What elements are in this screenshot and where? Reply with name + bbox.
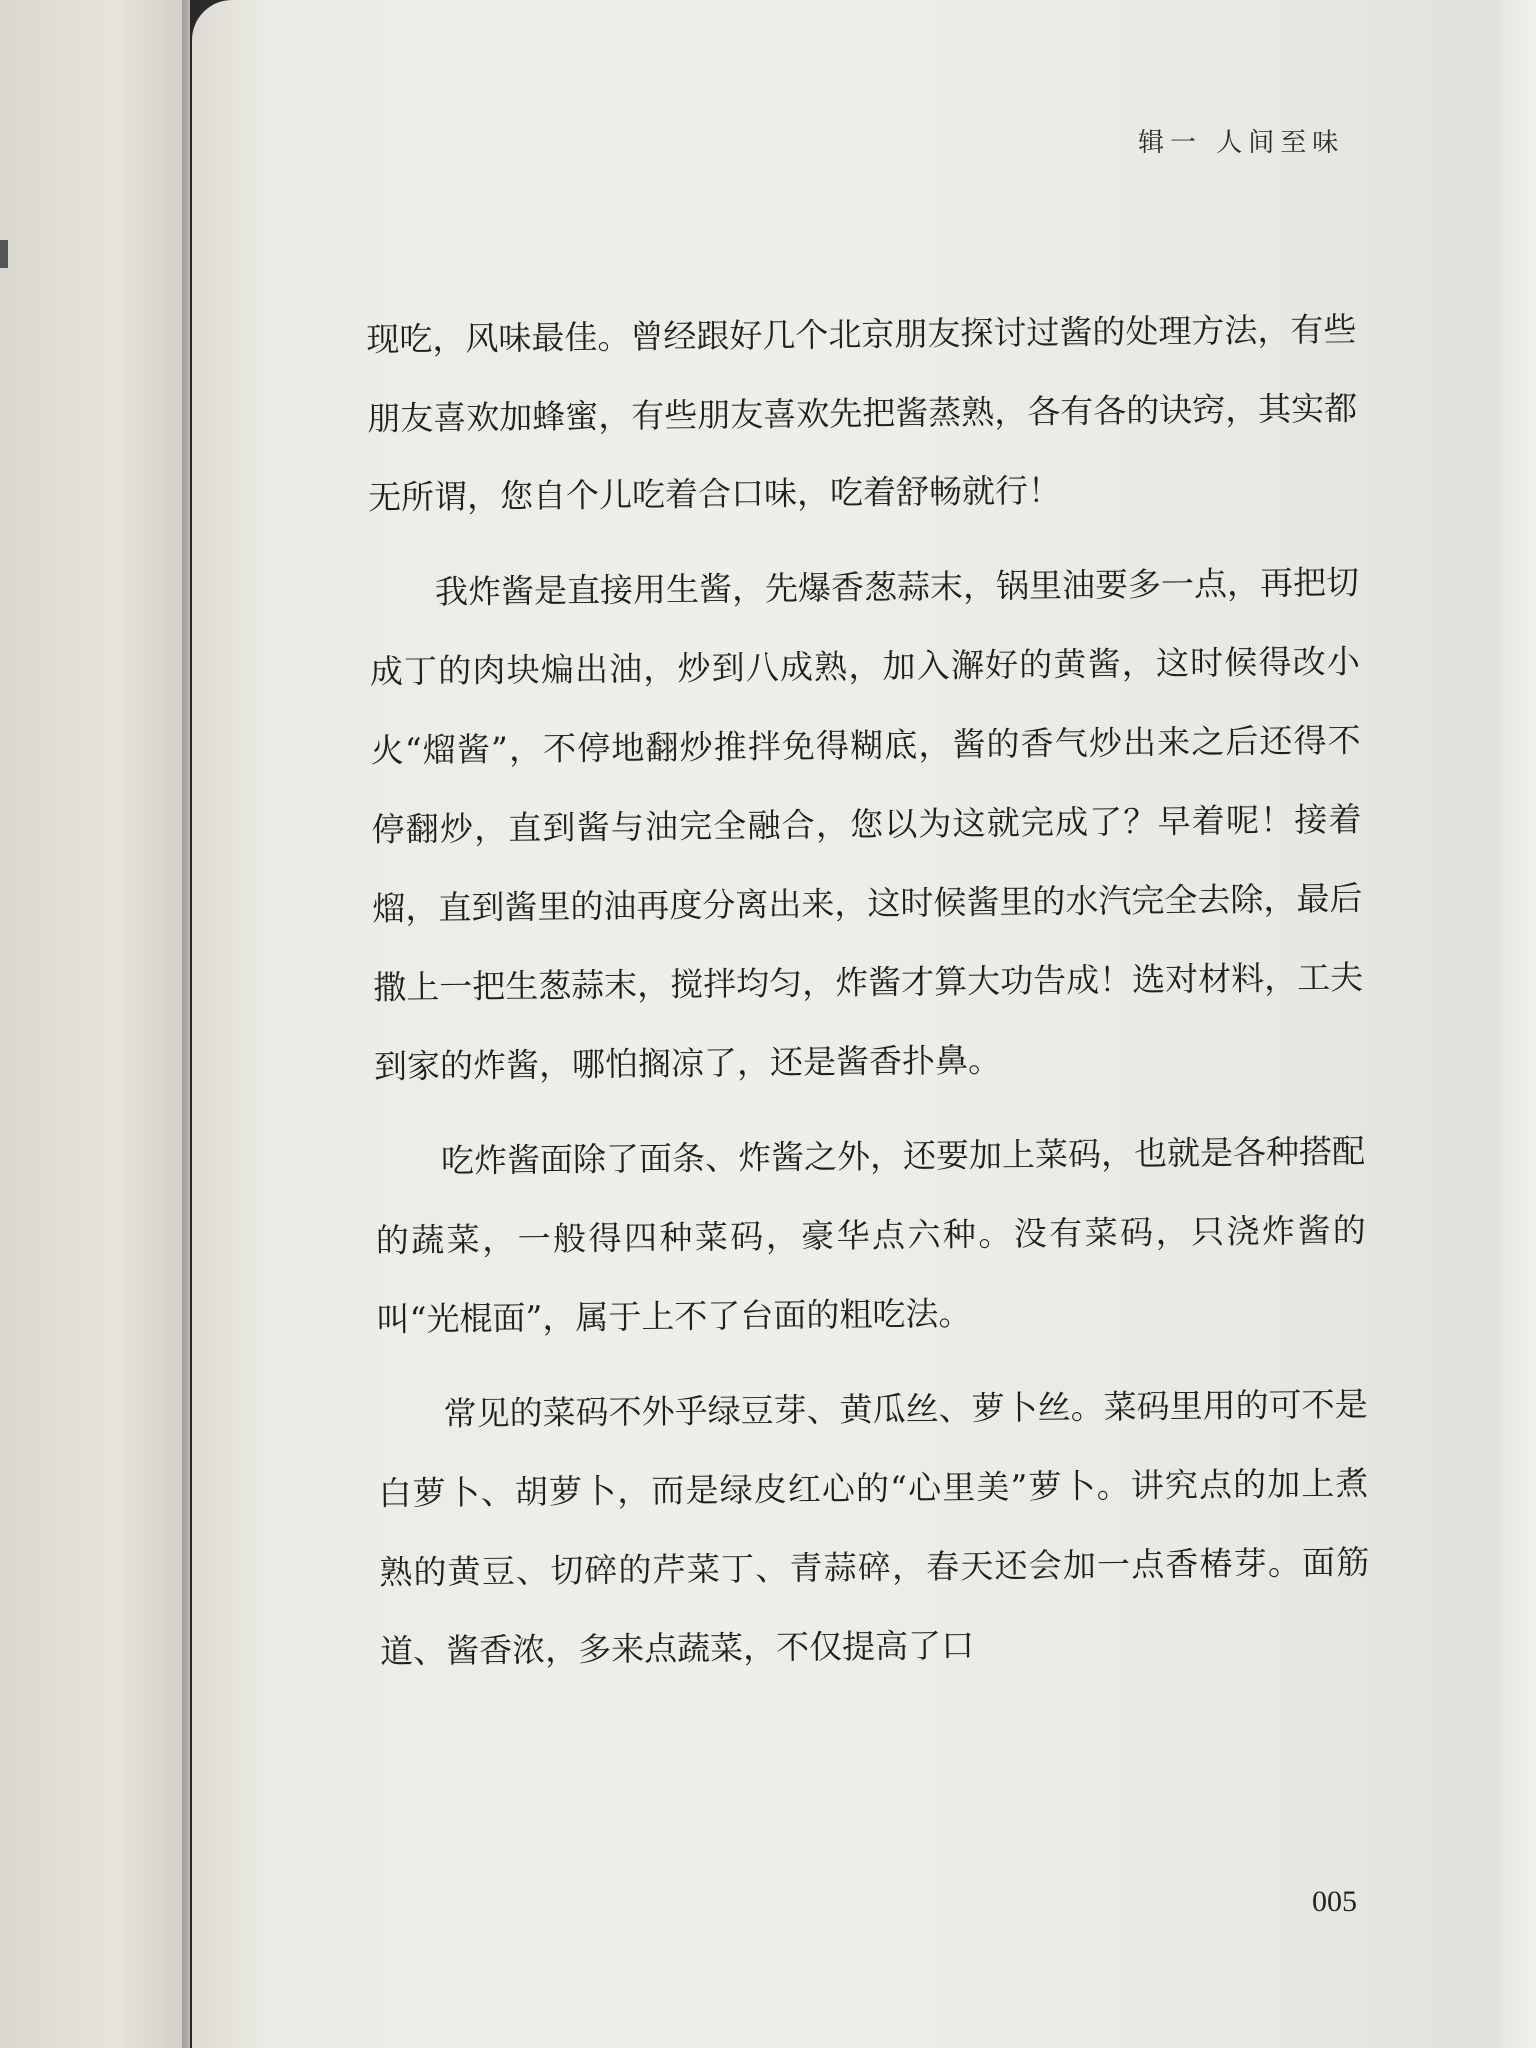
page-edge [1496,0,1536,2048]
page-number: 005 [1312,1885,1357,1918]
paragraph: 吃炸酱面除了面条、炸酱之外，还要加上菜码，也就是各种搭配的蔬菜，一般得四种菜码，豪华点六种。没有菜码，只浇炸酱的叫“光棍面”，属于上不了台面的粗吃法。 [375,1131,1366,1339]
running-header: 辑一 人间至味 [1138,128,1345,158]
left-page-text-fragment [0,240,8,268]
paragraph: 常见的菜码不外乎绿豆芽、黄瓜丝、萝卜丝。菜码里用的可不是白萝卜、胡萝卜，而是绿皮红心的“心里美”萝卜。讲究点的加上煮熟的黄豆、切碎的芹菜丁、青蒜碎，春天还会加一点香椿芽。面筋道、酱香浓，多来点蔬菜，不仅提高了口 [378,1384,1370,1671]
left-page [0,0,190,2048]
paragraph: 我炸酱是直接用生酱，先爆香葱蒜末，锅里油要多一点，再把切成丁的肉块煸出油，炒到八成熟，加入澥好的黄酱，这时候得改小火“熘酱”，不停地翻炒推拌免得糊底，酱的香气炒出来之后还得不停翻炒，直到酱与油完全融合，您以为这就完成了？早着呢！接着熘，直到酱里的油再度分离出来，这时候酱里的水汽完全去除，最后撒上一把生葱蒜末，搅拌均匀，炸酱才算大功告成！选对材料，工夫到家的炸酱，哪怕搁凉了，还是酱香扑鼻。 [369,562,1364,1086]
body-text [366,290,1371,1691]
paragraph-continued: 现吃，风味最佳。曾经跟好几个北京朋友探讨过酱的处理方法，有些朋友喜欢加蜂蜜，有些朋友喜欢先把酱蒸熟，各有各的诀窍，其实都无所谓，您自个儿吃着合口味，吃着舒畅就行！ [366,309,1358,517]
